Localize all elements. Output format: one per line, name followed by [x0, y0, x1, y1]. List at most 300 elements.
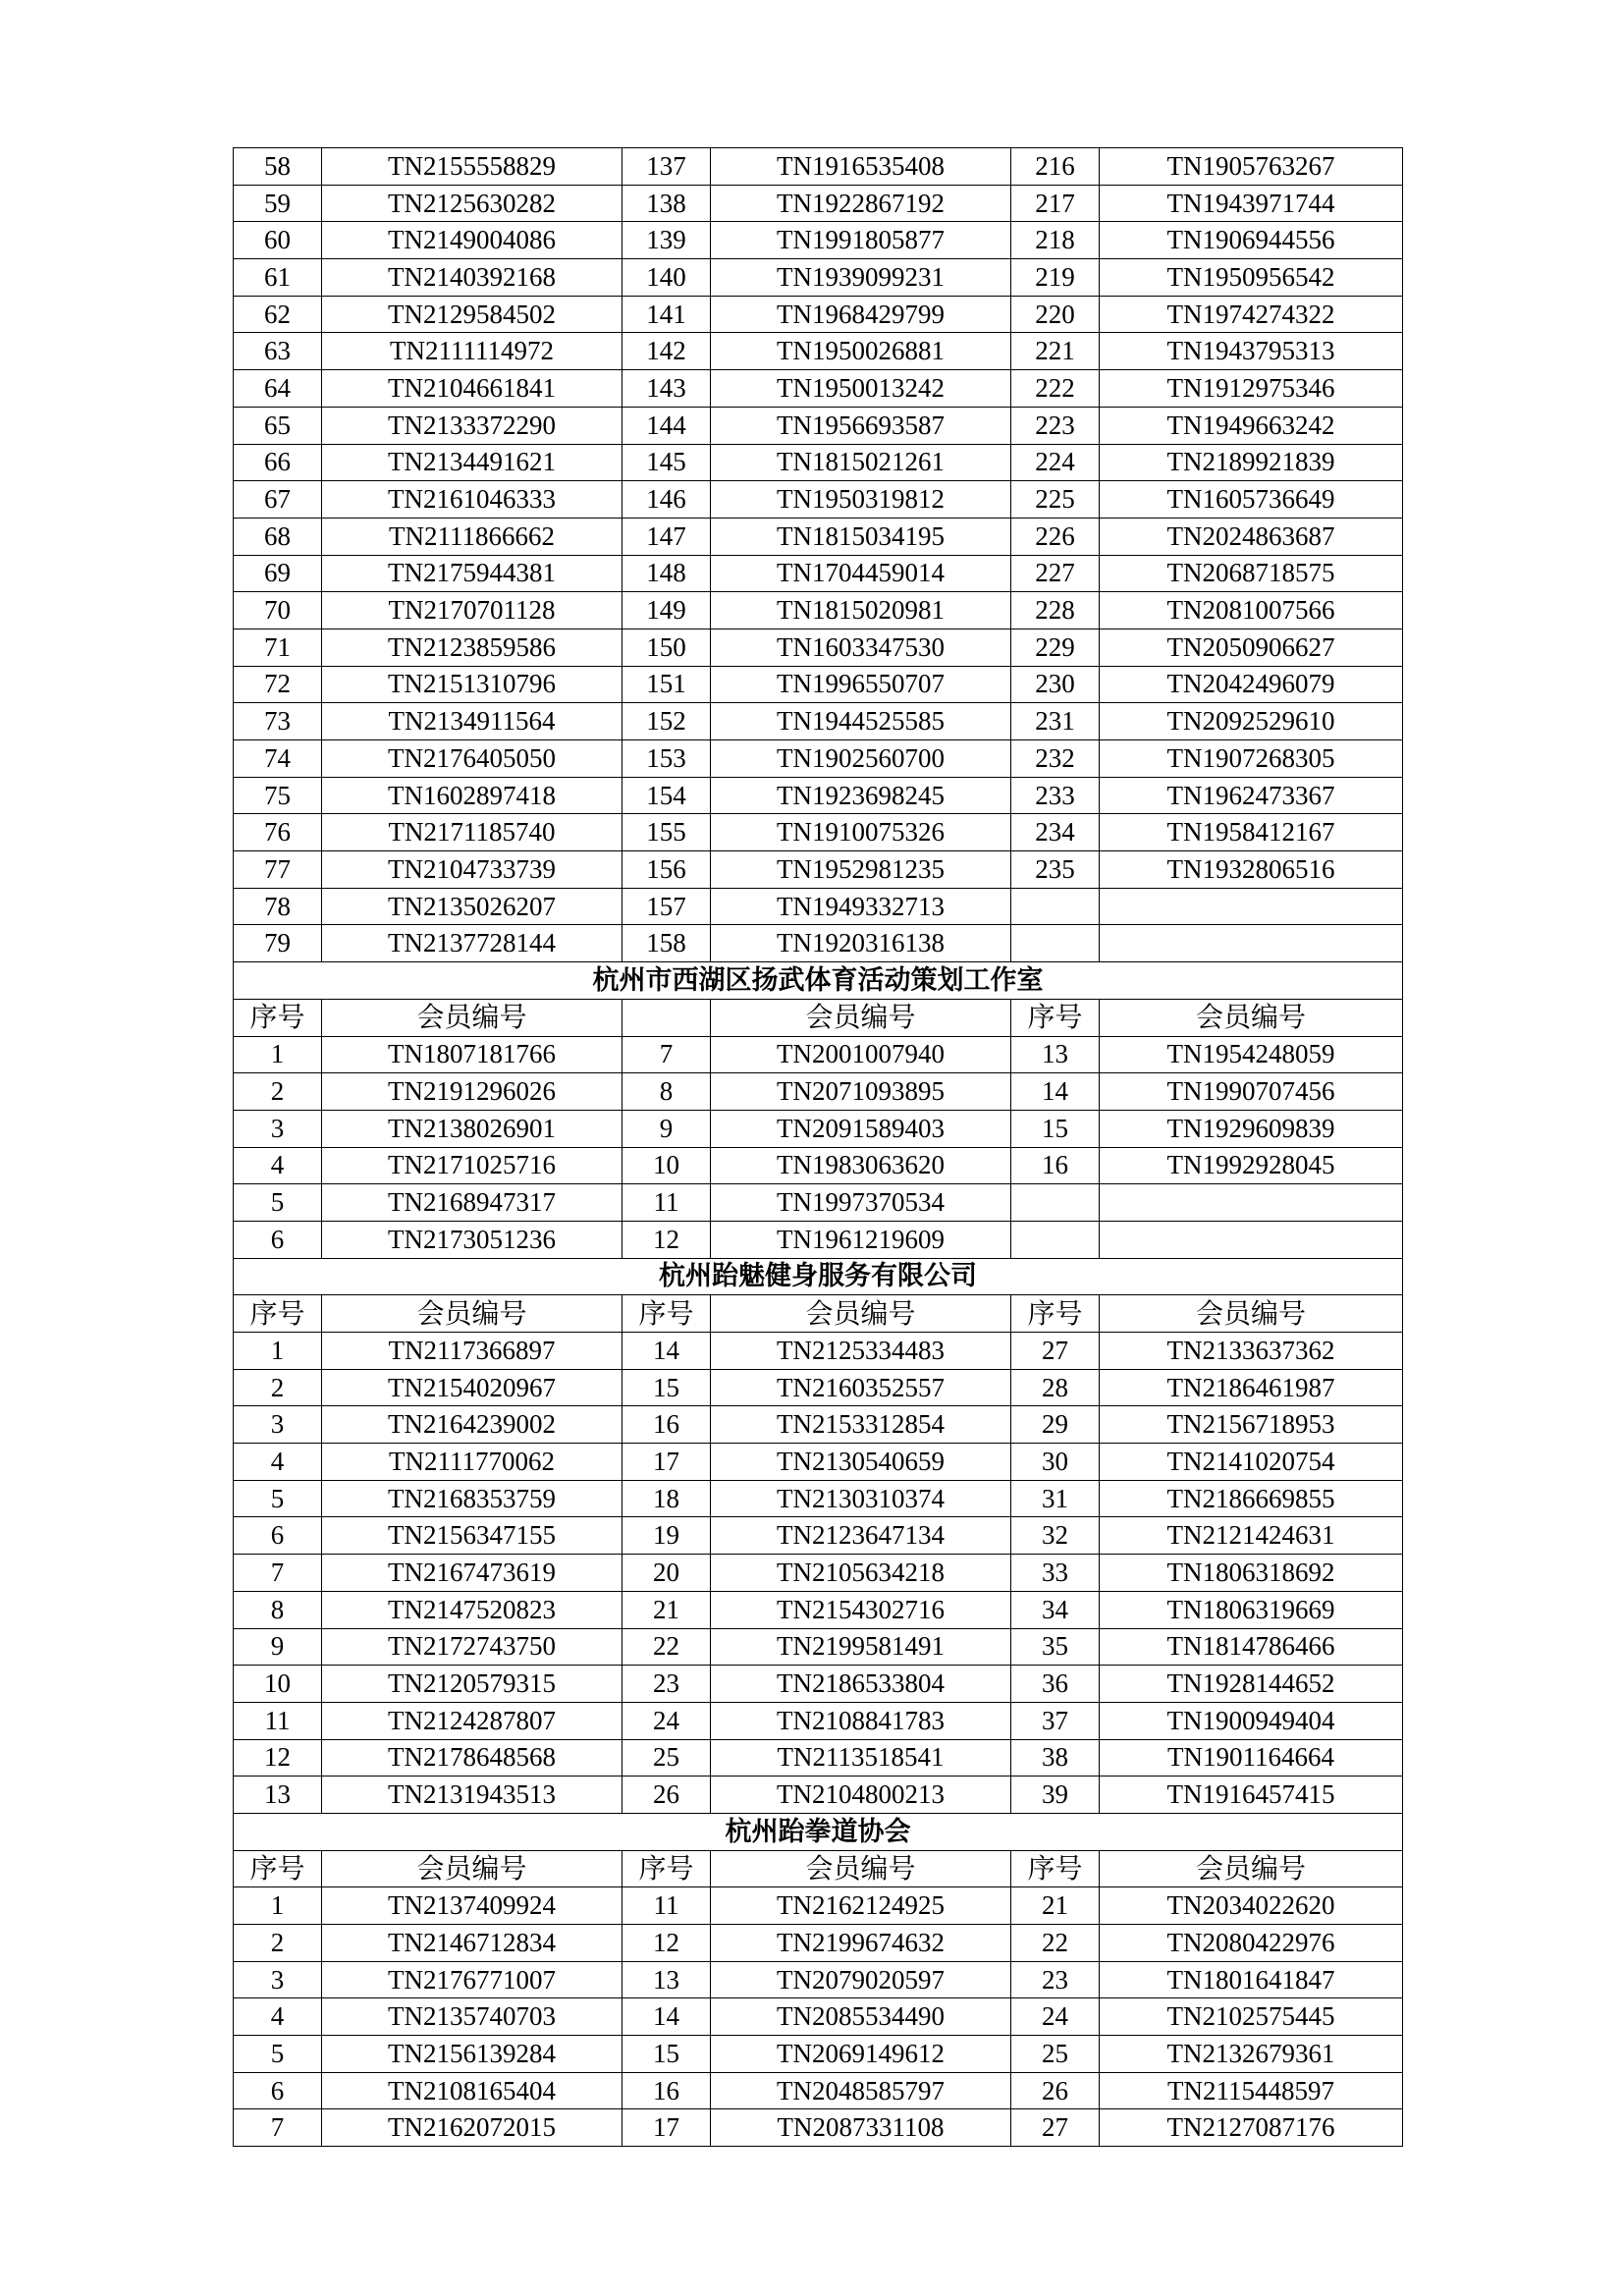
seq-cell: 23 [1011, 1961, 1100, 1998]
member-id-cell: TN2135740703 [322, 1998, 622, 2036]
member-id-cell: TN2001007940 [711, 1036, 1011, 1073]
member-id-cell: TN2087331108 [711, 2109, 1011, 2147]
member-id-cell: TN1968429799 [711, 296, 1011, 333]
seq-cell: 153 [622, 740, 711, 778]
seq-cell: 24 [622, 1702, 711, 1739]
seq-cell: 7 [622, 1036, 711, 1073]
seq-cell: 13 [1011, 1036, 1100, 1073]
member-id-cell: TN1906944556 [1100, 222, 1403, 259]
member-id-cell: TN1944525585 [711, 703, 1011, 740]
member-id-cell: TN1605736649 [1100, 481, 1403, 519]
member-id-cell: TN2153312854 [711, 1406, 1011, 1444]
header-seq: 序号 [622, 1850, 711, 1887]
member-id-cell: TN2131943513 [322, 1777, 622, 1814]
member-id-cell: TN2132679361 [1100, 2036, 1403, 2073]
section-title-row [234, 1813, 1403, 1850]
seq-cell: 10 [234, 1666, 322, 1703]
table-row [234, 1961, 1403, 1998]
member-id-cell: TN1815034195 [711, 518, 1011, 555]
member-id-cell: TN2104661841 [322, 370, 622, 408]
seq-cell: 4 [234, 1998, 322, 2036]
member-id-cell: TN2108841783 [711, 1702, 1011, 1739]
seq-cell: 1 [234, 1887, 322, 1925]
table-row [234, 444, 1403, 481]
seq-cell: 143 [622, 370, 711, 408]
header-member-id: 会员编号 [322, 999, 622, 1036]
seq-cell: 146 [622, 481, 711, 519]
seq-cell: 224 [1011, 444, 1100, 481]
seq-cell: 27 [1011, 2109, 1100, 2147]
seq-cell: 65 [234, 407, 322, 444]
table-row [234, 1444, 1403, 1481]
seq-cell: 26 [1011, 2072, 1100, 2109]
member-id-cell: TN1949663242 [1100, 407, 1403, 444]
seq-cell: 12 [234, 1739, 322, 1777]
seq-cell: 6 [234, 1221, 322, 1258]
member-id-cell: TN1950956542 [1100, 259, 1403, 297]
seq-cell: 31 [1011, 1480, 1100, 1517]
member-id-cell: TN2186533804 [711, 1666, 1011, 1703]
seq-cell: 29 [1011, 1406, 1100, 1444]
member-id-cell: TN1974274322 [1100, 296, 1403, 333]
member-id-cell: TN1950013242 [711, 370, 1011, 408]
member-id-cell: TN1950319812 [711, 481, 1011, 519]
seq-cell: 17 [622, 1444, 711, 1481]
seq-cell: 8 [234, 1591, 322, 1628]
member-id-cell: TN1603347530 [711, 629, 1011, 666]
member-id-cell: TN2199581491 [711, 1628, 1011, 1666]
seq-cell: 4 [234, 1147, 322, 1184]
member-id-cell: TN1905763267 [1100, 148, 1403, 186]
seq-cell: 19 [622, 1517, 711, 1555]
seq-cell: 24 [1011, 1998, 1100, 2036]
member-id-cell: TN2171185740 [322, 814, 622, 851]
seq-cell: 7 [234, 2109, 322, 2147]
header-seq [622, 999, 711, 1036]
member-id-cell: TN2199674632 [711, 1925, 1011, 1962]
seq-cell: 15 [1011, 1110, 1100, 1147]
seq-cell: 3 [234, 1961, 322, 1998]
member-id-cell: TN2189921839 [1100, 444, 1403, 481]
seq-cell: 222 [1011, 370, 1100, 408]
seq-cell: 66 [234, 444, 322, 481]
member-id-cell: TN1801641847 [1100, 1961, 1403, 1998]
member-id-cell: TN2146712834 [322, 1925, 622, 1962]
seq-cell: 228 [1011, 592, 1100, 629]
seq-cell: 72 [234, 666, 322, 703]
seq-cell: 4 [234, 1444, 322, 1481]
member-id-cell: TN2079020597 [711, 1961, 1011, 1998]
member-table [233, 147, 1403, 2147]
member-id-cell: TN2156139284 [322, 2036, 622, 2073]
member-id-cell: TN2156347155 [322, 1517, 622, 1555]
member-id-cell: TN2113518541 [711, 1739, 1011, 1777]
seq-cell: 231 [1011, 703, 1100, 740]
header-seq: 序号 [1011, 1850, 1100, 1887]
table-row [234, 407, 1403, 444]
member-id-cell: TN2120579315 [322, 1666, 622, 1703]
member-id-cell: TN1928144652 [1100, 1666, 1403, 1703]
seq-cell: 139 [622, 222, 711, 259]
seq-cell: 157 [622, 888, 711, 925]
table-row [234, 148, 1403, 186]
member-id-cell: TN1991805877 [711, 222, 1011, 259]
member-id-cell: TN2151310796 [322, 666, 622, 703]
member-id-cell: TN2164239002 [322, 1406, 622, 1444]
seq-cell: 152 [622, 703, 711, 740]
table-row [234, 740, 1403, 778]
member-id-cell: TN1932806516 [1100, 851, 1403, 889]
seq-cell: 69 [234, 555, 322, 592]
table-row [234, 1147, 1403, 1184]
table-row [234, 333, 1403, 370]
member-id-cell: TN2125630282 [322, 185, 622, 222]
table-row [234, 1406, 1403, 1444]
header-member-id: 会员编号 [322, 1850, 622, 1887]
seq-cell: 156 [622, 851, 711, 889]
seq-cell: 16 [622, 2072, 711, 2109]
member-id-cell: TN1939099231 [711, 259, 1011, 297]
table-row [234, 814, 1403, 851]
member-id-cell: TN1962473367 [1100, 777, 1403, 814]
seq-cell: 22 [622, 1628, 711, 1666]
header-member-id: 会员编号 [322, 1295, 622, 1333]
seq-cell: 11 [622, 1184, 711, 1222]
seq-cell: 70 [234, 592, 322, 629]
header-member-id: 会员编号 [1100, 1850, 1403, 1887]
seq-cell: 76 [234, 814, 322, 851]
member-id-cell: TN2172743750 [322, 1628, 622, 1666]
member-id-cell: TN2154020967 [322, 1369, 622, 1406]
member-id-cell: TN2176405050 [322, 740, 622, 778]
member-id-cell: TN2048585797 [711, 2072, 1011, 2109]
member-id-cell [1100, 1221, 1403, 1258]
table-row [234, 1591, 1403, 1628]
seq-cell [1011, 1221, 1100, 1258]
seq-cell: 148 [622, 555, 711, 592]
member-id-cell: TN1943971744 [1100, 185, 1403, 222]
member-id-cell: TN2068718575 [1100, 555, 1403, 592]
header-member-id: 会员编号 [711, 999, 1011, 1036]
member-id-cell: TN2127087176 [1100, 2109, 1403, 2147]
seq-cell: 7 [234, 1555, 322, 1592]
seq-cell [1011, 888, 1100, 925]
seq-cell: 74 [234, 740, 322, 778]
member-id-cell: TN2191296026 [322, 1073, 622, 1111]
member-id-cell: TN1992928045 [1100, 1147, 1403, 1184]
table-row [234, 2036, 1403, 2073]
member-id-cell: TN1704459014 [711, 555, 1011, 592]
seq-cell: 33 [1011, 1555, 1100, 1592]
member-id-cell: TN2111866662 [322, 518, 622, 555]
member-id-cell: TN2071093895 [711, 1073, 1011, 1111]
seq-cell: 68 [234, 518, 322, 555]
table-row [234, 555, 1403, 592]
member-id-cell: TN1806318692 [1100, 1555, 1403, 1592]
table-row [234, 2109, 1403, 2147]
seq-cell: 13 [234, 1777, 322, 1814]
seq-cell: 61 [234, 259, 322, 297]
table-row [234, 1184, 1403, 1222]
table-row [234, 1480, 1403, 1517]
seq-cell: 75 [234, 777, 322, 814]
member-id-cell: TN2140392168 [322, 259, 622, 297]
member-id-cell: TN2092529610 [1100, 703, 1403, 740]
seq-cell: 64 [234, 370, 322, 408]
seq-cell: 217 [1011, 185, 1100, 222]
member-id-cell: TN1814786466 [1100, 1628, 1403, 1666]
seq-cell: 22 [1011, 1925, 1100, 1962]
member-id-cell: TN2117366897 [322, 1333, 622, 1370]
member-id-cell: TN1997370534 [711, 1184, 1011, 1222]
seq-cell: 151 [622, 666, 711, 703]
column-header-row [234, 999, 1403, 1036]
column-header-row [234, 1295, 1403, 1333]
member-id-cell: TN2134491621 [322, 444, 622, 481]
member-id-cell: TN2160352557 [711, 1369, 1011, 1406]
member-id-cell: TN2162124925 [711, 1887, 1011, 1925]
seq-cell: 6 [234, 1517, 322, 1555]
table-row [234, 1333, 1403, 1370]
member-id-cell: TN1950026881 [711, 333, 1011, 370]
seq-cell: 77 [234, 851, 322, 889]
header-seq: 序号 [1011, 1295, 1100, 1333]
seq-cell: 23 [622, 1666, 711, 1703]
table-row [234, 1369, 1403, 1406]
seq-cell: 141 [622, 296, 711, 333]
seq-cell: 58 [234, 148, 322, 186]
member-id-cell: TN1952981235 [711, 851, 1011, 889]
section-title: 杭州跆拳道协会 [234, 1813, 1403, 1850]
member-id-cell: TN2111114972 [322, 333, 622, 370]
seq-cell: 154 [622, 777, 711, 814]
seq-cell: 2 [234, 1369, 322, 1406]
seq-cell: 28 [1011, 1369, 1100, 1406]
member-id-cell: TN1929609839 [1100, 1110, 1403, 1147]
seq-cell: 14 [622, 1998, 711, 2036]
member-id-cell: TN1996550707 [711, 666, 1011, 703]
seq-cell: 37 [1011, 1702, 1100, 1739]
seq-cell: 10 [622, 1147, 711, 1184]
seq-cell: 3 [234, 1110, 322, 1147]
seq-cell: 79 [234, 925, 322, 962]
seq-cell: 147 [622, 518, 711, 555]
seq-cell: 12 [622, 1221, 711, 1258]
seq-cell: 15 [622, 2036, 711, 2073]
seq-cell: 14 [1011, 1073, 1100, 1111]
seq-cell: 20 [622, 1555, 711, 1592]
member-id-cell: TN1956693587 [711, 407, 1011, 444]
seq-cell: 216 [1011, 148, 1100, 186]
header-member-id: 会员编号 [711, 1850, 1011, 1887]
member-id-cell: TN2121424631 [1100, 1517, 1403, 1555]
seq-cell: 36 [1011, 1666, 1100, 1703]
table-row [234, 185, 1403, 222]
table-row [234, 629, 1403, 666]
seq-cell: 60 [234, 222, 322, 259]
header-member-id: 会员编号 [1100, 999, 1403, 1036]
table-row [234, 1702, 1403, 1739]
seq-cell: 1 [234, 1333, 322, 1370]
table-row [234, 1777, 1403, 1814]
seq-cell: 144 [622, 407, 711, 444]
member-id-cell: TN1958412167 [1100, 814, 1403, 851]
seq-cell: 230 [1011, 666, 1100, 703]
seq-cell: 137 [622, 148, 711, 186]
member-table-body [234, 148, 1403, 2147]
seq-cell: 8 [622, 1073, 711, 1111]
column-header-row [234, 1850, 1403, 1887]
table-row [234, 1887, 1403, 1925]
member-id-cell: TN1916457415 [1100, 1777, 1403, 1814]
seq-cell: 233 [1011, 777, 1100, 814]
member-id-cell: TN2134911564 [322, 703, 622, 740]
header-seq: 序号 [234, 999, 322, 1036]
member-id-cell [1100, 925, 1403, 962]
member-id-cell: TN1916535408 [711, 148, 1011, 186]
table-row [234, 1739, 1403, 1777]
member-id-cell: TN2171025716 [322, 1147, 622, 1184]
member-id-cell: TN2130310374 [711, 1480, 1011, 1517]
seq-cell: 219 [1011, 259, 1100, 297]
section-title: 杭州市西湖区扬武体育活动策划工作室 [234, 962, 1403, 1000]
seq-cell: 155 [622, 814, 711, 851]
member-id-cell: TN2115448597 [1100, 2072, 1403, 2109]
seq-cell: 34 [1011, 1591, 1100, 1628]
seq-cell: 142 [622, 333, 711, 370]
seq-cell: 35 [1011, 1628, 1100, 1666]
member-id-cell: TN2154302716 [711, 1591, 1011, 1628]
member-id-cell: TN2069149612 [711, 2036, 1011, 2073]
seq-cell: 16 [622, 1406, 711, 1444]
member-id-cell: TN2105634218 [711, 1555, 1011, 1592]
seq-cell: 149 [622, 592, 711, 629]
member-id-cell: TN2175944381 [322, 555, 622, 592]
member-id-cell: TN1923698245 [711, 777, 1011, 814]
seq-cell: 14 [622, 1333, 711, 1370]
seq-cell: 38 [1011, 1739, 1100, 1777]
member-id-cell: TN2176771007 [322, 1961, 622, 1998]
member-id-cell: TN2125334483 [711, 1333, 1011, 1370]
seq-cell: 11 [234, 1702, 322, 1739]
member-id-cell: TN2137728144 [322, 925, 622, 962]
member-id-cell [1100, 1184, 1403, 1222]
table-row [234, 1073, 1403, 1111]
member-id-cell: TN2124287807 [322, 1702, 622, 1739]
seq-cell: 25 [1011, 2036, 1100, 2073]
seq-cell: 227 [1011, 555, 1100, 592]
seq-cell: 9 [622, 1110, 711, 1147]
member-id-cell: TN1961219609 [711, 1221, 1011, 1258]
seq-cell: 17 [622, 2109, 711, 2147]
table-row [234, 888, 1403, 925]
member-id-cell: TN2147520823 [322, 1591, 622, 1628]
seq-cell: 62 [234, 296, 322, 333]
member-id-cell: TN2167473619 [322, 1555, 622, 1592]
seq-cell: 5 [234, 2036, 322, 2073]
member-id-cell: TN2129584502 [322, 296, 622, 333]
member-id-cell: TN2137409924 [322, 1887, 622, 1925]
member-id-cell: TN2149004086 [322, 222, 622, 259]
table-row [234, 481, 1403, 519]
table-row [234, 2072, 1403, 2109]
seq-cell: 9 [234, 1628, 322, 1666]
member-id-cell: TN2085534490 [711, 1998, 1011, 2036]
table-row [234, 1036, 1403, 1073]
table-row [234, 703, 1403, 740]
member-id-cell: TN2133637362 [1100, 1333, 1403, 1370]
table-row [234, 296, 1403, 333]
member-id-cell: TN1901164664 [1100, 1739, 1403, 1777]
member-id-cell: TN2161046333 [322, 481, 622, 519]
member-id-cell: TN2024863687 [1100, 518, 1403, 555]
member-id-cell: TN1943795313 [1100, 333, 1403, 370]
member-id-cell: TN1602897418 [322, 777, 622, 814]
seq-cell: 235 [1011, 851, 1100, 889]
table-row [234, 1998, 1403, 2036]
table-row [234, 1110, 1403, 1147]
member-id-cell: TN2168353759 [322, 1480, 622, 1517]
table-row [234, 1925, 1403, 1962]
table-row [234, 592, 1403, 629]
member-id-cell: TN1910075326 [711, 814, 1011, 851]
seq-cell: 26 [622, 1777, 711, 1814]
seq-cell: 138 [622, 185, 711, 222]
seq-cell: 218 [1011, 222, 1100, 259]
member-id-cell: TN2186461987 [1100, 1369, 1403, 1406]
seq-cell: 11 [622, 1887, 711, 1925]
member-id-cell: TN2050906627 [1100, 629, 1403, 666]
member-id-cell [1100, 888, 1403, 925]
member-id-cell: TN2141020754 [1100, 1444, 1403, 1481]
header-seq: 序号 [622, 1295, 711, 1333]
seq-cell: 220 [1011, 296, 1100, 333]
member-id-cell: TN2123859586 [322, 629, 622, 666]
seq-cell [1011, 925, 1100, 962]
member-id-cell: TN1983063620 [711, 1147, 1011, 1184]
seq-cell: 30 [1011, 1444, 1100, 1481]
seq-cell: 234 [1011, 814, 1100, 851]
table-row [234, 1517, 1403, 1555]
seq-cell: 32 [1011, 1517, 1100, 1555]
member-id-cell: TN2034022620 [1100, 1887, 1403, 1925]
member-id-cell: TN2130540659 [711, 1444, 1011, 1481]
header-seq: 序号 [1011, 999, 1100, 1036]
member-id-cell: TN1922867192 [711, 185, 1011, 222]
table-row [234, 666, 1403, 703]
seq-cell: 226 [1011, 518, 1100, 555]
table-row [234, 777, 1403, 814]
seq-cell: 5 [234, 1184, 322, 1222]
seq-cell [1011, 1184, 1100, 1222]
member-id-cell: TN2081007566 [1100, 592, 1403, 629]
member-id-cell: TN2156718953 [1100, 1406, 1403, 1444]
seq-cell: 5 [234, 1480, 322, 1517]
member-id-cell: TN2135026207 [322, 888, 622, 925]
seq-cell: 39 [1011, 1777, 1100, 1814]
seq-cell: 63 [234, 333, 322, 370]
seq-cell: 158 [622, 925, 711, 962]
table-row [234, 1666, 1403, 1703]
seq-cell: 67 [234, 481, 322, 519]
table-row [234, 851, 1403, 889]
member-id-cell: TN2168947317 [322, 1184, 622, 1222]
seq-cell: 229 [1011, 629, 1100, 666]
member-id-cell: TN1815020981 [711, 592, 1011, 629]
member-id-cell: TN2108165404 [322, 2072, 622, 2109]
table-row [234, 518, 1403, 555]
seq-cell: 21 [1011, 1887, 1100, 1925]
